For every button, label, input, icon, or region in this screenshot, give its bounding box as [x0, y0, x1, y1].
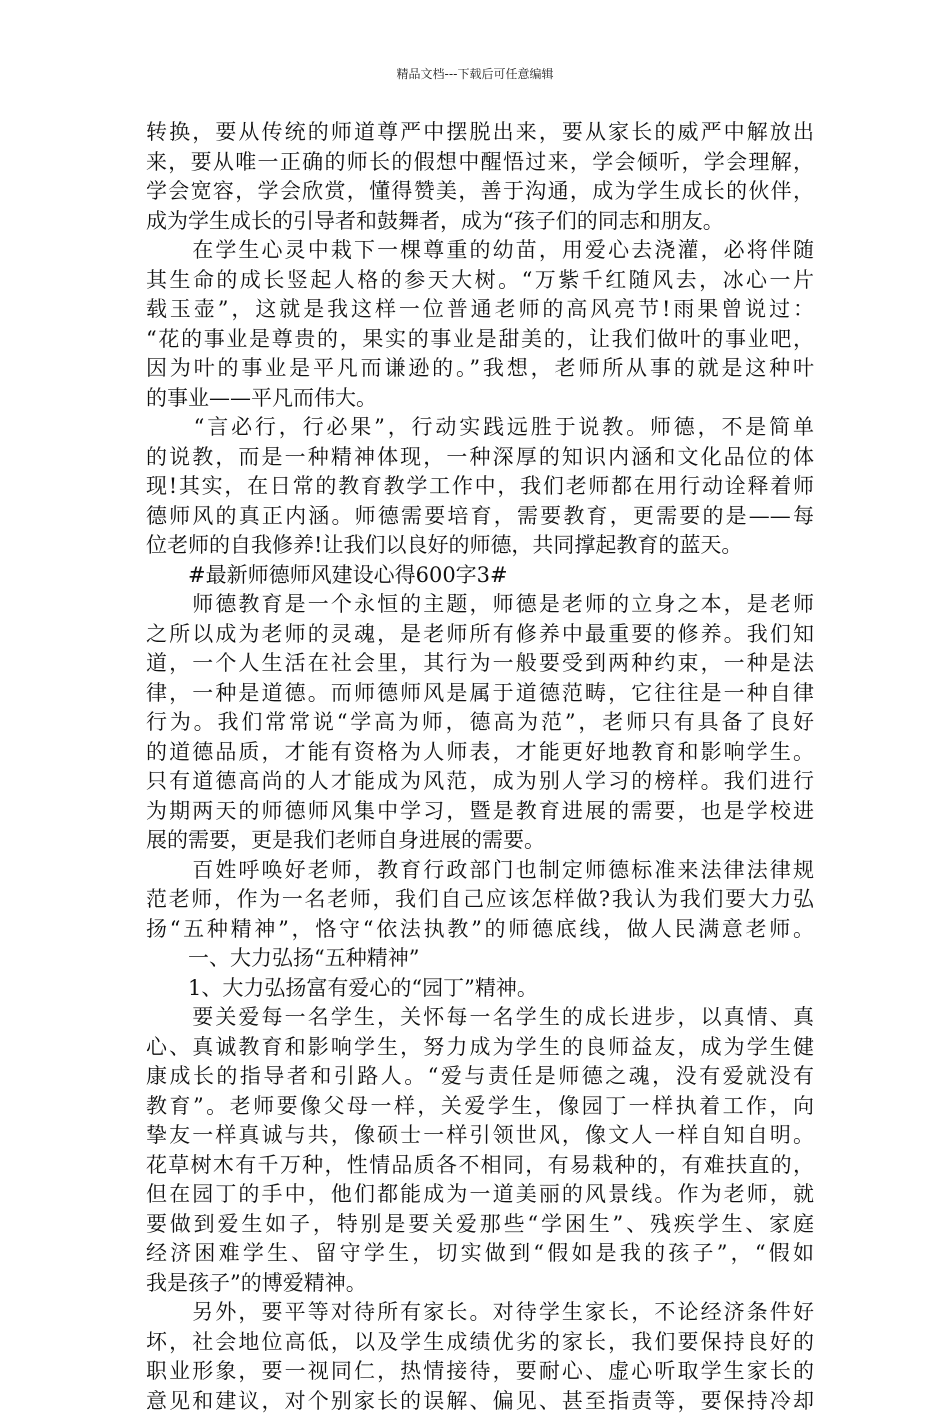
text-line: 要关爱每一名学生，关怀每一名学生的成长进步，以真情、真 — [146, 1003, 814, 1033]
text-line: 的说教，而是一种精神体现，一种深厚的知识内涵和文化品位的体 — [146, 443, 814, 473]
text-line: 但在园丁的手中，他们都能成为一道美丽的风景线。作为老师，就 — [146, 1180, 814, 1210]
text-line: 其生命的成长竖起人格的参天大树。“万紫千红随风去，冰心一片 — [146, 266, 814, 296]
text-line: 载玉壶”，这就是我这样一位普通老师的高风亮节!雨果曾说过： — [146, 295, 814, 325]
text-line: 我是孩子”的博爱精神。 — [146, 1269, 814, 1299]
text-line: 展的需要，更是我们老师自身进展的需要。 — [146, 826, 814, 856]
text-line: #最新师德师风建设心得600字3# — [146, 561, 814, 591]
text-line: 范老师，作为一名老师，我们自己应该怎样做?我认为我们要大力弘 — [146, 885, 814, 915]
text-line: 一、大力弘扬“五种精神” — [146, 944, 814, 974]
text-line: 百姓呼唤好老师，教育行政部门也制定师德标准来法律法律规 — [146, 856, 814, 886]
text-line: 因为叶的事业是平凡而谦逊的。”我想，老师所从事的就是这种叶 — [146, 354, 814, 384]
text-line: 心、真诚教育和影响学生，努力成为学生的良师益友，成为学生健 — [146, 1033, 814, 1063]
text-line: 位老师的自我修养!让我们以良好的师德，共同撑起教育的蓝天。 — [146, 531, 814, 561]
page-header: 精品文档---下载后可任意编辑 — [0, 66, 950, 82]
text-line: 1、大力弘扬富有爱心的“园丁”精神。 — [146, 974, 814, 1004]
text-line: 坏，社会地位高低，以及学生成绩优劣的家长，我们要保持良好的 — [146, 1328, 814, 1358]
text-line: 花草树木有千万种，性情品质各不相同，有易栽种的，有难扶直的， — [146, 1151, 814, 1181]
document-body — [146, 118, 814, 1416]
text-line: 要做到爱生如子，特别是要关爱那些“学困生”、残疾学生、家庭 — [146, 1210, 814, 1240]
text-line: 为期两天的师德师风集中学习，暨是教育进展的需要，也是学校进 — [146, 797, 814, 827]
text-line: 转换，要从传统的师道尊严中摆脱出来，要从家长的威严中解放出 — [146, 118, 814, 148]
text-line: 的道德品质，才能有资格为人师表，才能更好地教育和影响学生。 — [146, 738, 814, 768]
text-line: 的事业——平凡而伟大。 — [146, 384, 814, 414]
text-line: 师德教育是一个永恒的主题，师德是老师的立身之本，是老师 — [146, 590, 814, 620]
text-line: “花的事业是尊贵的，果实的事业是甜美的，让我们做叶的事业吧， — [146, 325, 814, 355]
text-line: 道，一个人生活在社会里，其行为一般要受到两种约束，一种是法 — [146, 649, 814, 679]
text-line: 现!其实，在日常的教育教学工作中，我们老师都在用行动诠释着师 — [146, 472, 814, 502]
text-line: “言必行，行必果”，行动实践远胜于说教。师德，不是简单 — [146, 413, 814, 443]
text-line: 行为。我们常常说“学高为师，德高为范”，老师只有具备了良好 — [146, 708, 814, 738]
text-line: 律，一种是道德。而师德师风是属于道德范畴，它往往是一种自律 — [146, 679, 814, 709]
text-line: 经济困难学生、留守学生，切实做到“假如是我的孩子”，“假如 — [146, 1239, 814, 1269]
text-line: 职业形象，要一视同仁，热情接待，要耐心、虚心听取学生家长的 — [146, 1357, 814, 1387]
text-line: 只有道德高尚的人才能成为风范，成为别人学习的榜样。我们进行 — [146, 767, 814, 797]
text-line: 康成长的指导者和引路人。“爱与责任是师德之魂，没有爱就没有 — [146, 1062, 814, 1092]
text-line: 另外，要平等对待所有家长。对待学生家长，不论经济条件好 — [146, 1298, 814, 1328]
text-line: 之所以成为老师的灵魂，是老师所有修养中最重要的修养。我们知 — [146, 620, 814, 650]
text-line: 在学生心灵中栽下一棵尊重的幼苗，用爱心去浇灌，必将伴随 — [146, 236, 814, 266]
text-line: 来，要从唯一正确的师长的假想中醒悟过来，学会倾听，学会理解， — [146, 148, 814, 178]
text-line: 成为学生成长的引导者和鼓舞者，成为“孩子们的同志和朋友。 — [146, 207, 814, 237]
text-line: 学会宽容，学会欣赏，懂得赞美，善于沟通，成为学生成长的伙伴， — [146, 177, 814, 207]
text-line: 教育”。老师要像父母一样，关爱学生，像园丁一样执着工作，向 — [146, 1092, 814, 1122]
text-line: 扬“五种精神”，恪守“依法执教”的师德底线，做人民满意老师。 — [146, 915, 814, 945]
text-line: 德师风的真正内涵。师德需要培育，需要教育，更需要的是——每 — [146, 502, 814, 532]
text-line: 挚友一样真诚与共，像硕士一样引领世风，像文人一样自知自明。 — [146, 1121, 814, 1151]
text-line: 意见和建议，对个别家长的误解、偏见、甚至指责等，要保持冷却 — [146, 1387, 814, 1416]
